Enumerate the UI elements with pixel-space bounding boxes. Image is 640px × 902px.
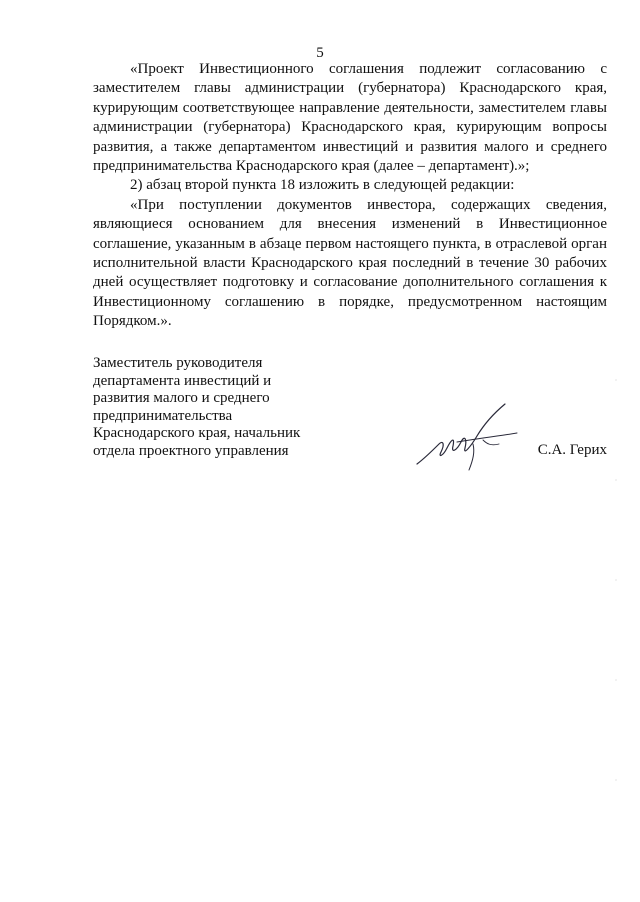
scan-artifact-dots	[614, 360, 618, 840]
paragraph-amendment-item: 2) абзац второй пункта 18 изложить в следующей редакции:	[130, 177, 515, 194]
signer-position-line: отдела проектного управления	[93, 442, 289, 459]
page-number: 5	[316, 45, 324, 61]
document-body	[93, 60, 607, 332]
signer-position	[93, 355, 353, 460]
signer-position-line: Заместитель руководителя	[93, 355, 263, 371]
paragraph-new-wording: «При поступлении документов инвестора, содержащих сведения, являющиеся основанием для внесения изменений в Инвестиционное соглашение, указанным в абзаце первом настоящего пункта, в отраслевой орган исполнительной власти Краснодарского края последний в течение 30 рабочих дней осуществляет подготовку и согласование дополнительного соглашения к Инвестиционному соглашению в порядке, предусмотренном настоящим Порядком.».	[93, 196, 607, 330]
signer-position-line: Краснодарского края, начальник	[93, 425, 301, 441]
signer-position-line: развития малого и среднего	[93, 390, 270, 406]
signer-position-line: предпринимательства	[93, 407, 233, 424]
signature-block	[93, 355, 607, 475]
paragraph-approval: «Проект Инвестиционного соглашения подлежит согласованию с заместителем главы администрации (губернатора) Краснодарского края, курирующим соответствующее направление деятельности, заместителем главы администрации (губернатора) Краснодарского края, курирующим вопросы развития, а также департаментом инвестиций и развития малого и среднего предпринимательства Краснодарского края (далее – департамент).»;	[93, 61, 607, 175]
signer-position-line: департамента инвестиций и	[93, 372, 272, 389]
signer-name: С.А. Герих	[537, 442, 607, 458]
handwritten-signature	[413, 400, 523, 475]
